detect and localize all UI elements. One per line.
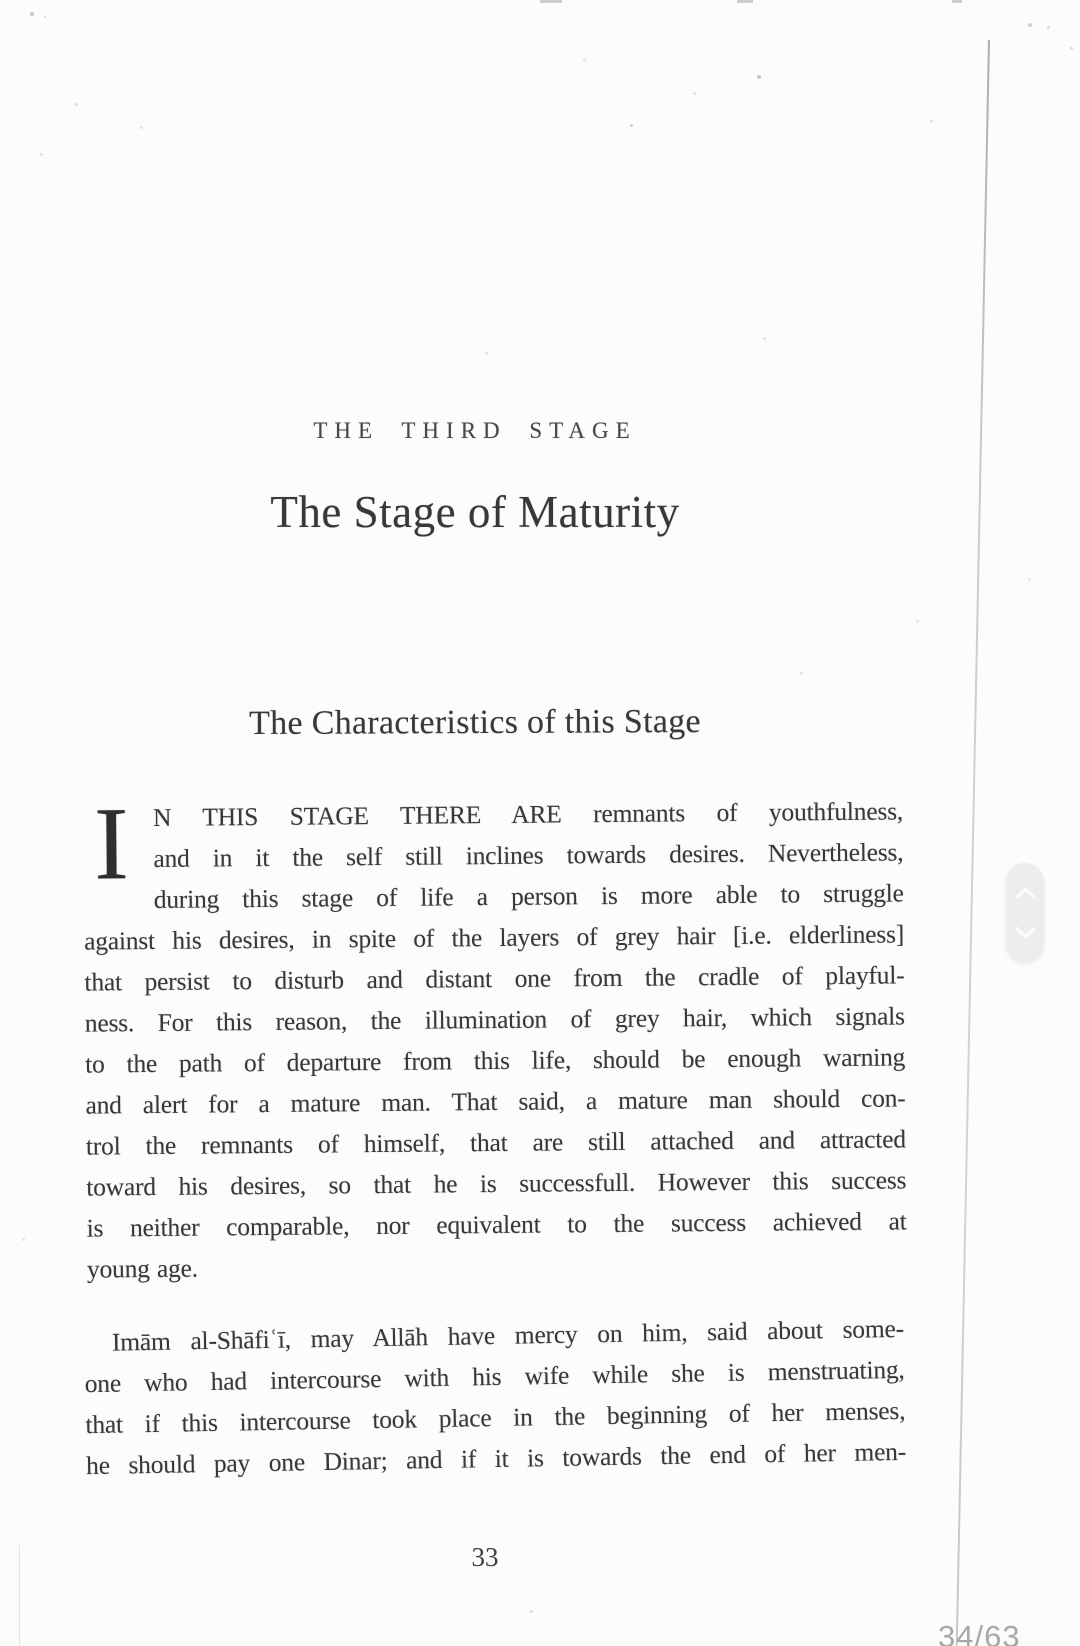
scan-speck: [630, 124, 633, 127]
page-edge-line-left: [19, 1545, 20, 1646]
scan-speck: [22, 1238, 25, 1241]
scan-artifact: [952, 0, 962, 3]
scan-speck: [583, 58, 586, 61]
paragraph-1: [83, 786, 907, 1289]
scan-speck: [916, 620, 919, 623]
chapter-title: The Stage of Maturity: [270, 487, 680, 537]
scan-speck: [800, 672, 803, 675]
page-progress-indicator: 34/63: [938, 1619, 1021, 1646]
scan-speck: [1047, 26, 1050, 29]
chapter-kicker: THE THIRD STAGE: [313, 418, 637, 443]
section-heading: The Characteristics of this Stage: [249, 703, 701, 742]
scan-speck: [1028, 23, 1032, 27]
scan-artifact: [540, 0, 562, 3]
scan-speck: [930, 120, 933, 123]
scan-speck: [485, 352, 488, 355]
page-number: 33: [471, 1542, 499, 1572]
scan-speck: [75, 103, 78, 106]
scan-speck: [693, 92, 696, 95]
scan-speck: [140, 126, 143, 129]
chevron-down-icon[interactable]: [1015, 918, 1036, 939]
scan-speck: [30, 12, 34, 16]
body-line: against his desires, in spite of the layers of grey hair [i.e. elderliness]: [83, 919, 905, 956]
body-line: ness. For this reason, the illumination of grey hair, which signals: [84, 1001, 905, 1038]
body-line: one who had intercourse with his wife while she is menstruating,: [84, 1354, 905, 1399]
scroll-control[interactable]: [1006, 863, 1044, 963]
paragraph-2: [84, 1308, 907, 1486]
scan-speck: [1028, 578, 1031, 581]
body-line: he should pay one Dinar; and if it is towards the end of her men-: [85, 1436, 907, 1481]
scan-speck: [757, 75, 761, 79]
body-line: that if this intercourse took place in the beginning of her menses,: [85, 1395, 906, 1440]
body-line: N THIS STAGE THERE ARE remnants of youthfulness,: [152, 796, 904, 832]
body-line: during this stage of life a person is more able to struggle: [153, 878, 904, 914]
body-line: that persist to disturb and distant one from the cradle of playful-: [84, 960, 905, 997]
drop-cap: I: [93, 786, 129, 902]
body-line: young age.: [86, 1253, 198, 1284]
scan-speck: [1070, 47, 1073, 50]
body-line: is neither comparable, nor equivalent to the success achieved at: [86, 1206, 907, 1243]
scan-speck: [530, 1610, 533, 1613]
body-line: Imām al-Shāfiʿī, may Allāh have mercy on him, said about some-: [111, 1313, 905, 1357]
body-line: and in it the self still inclines towards desires. Nevertheless,: [153, 837, 904, 873]
scan-speck: [40, 153, 43, 156]
body-line: to the path of departure from this life, should be enough warning: [85, 1042, 906, 1079]
chevron-up-icon[interactable]: [1015, 887, 1036, 908]
body-line: and alert for a mature man. That said, a mature man should con-: [85, 1083, 906, 1120]
body-line: trol the remnants of himself, that are still attached and attracted: [85, 1124, 907, 1161]
page-edge-line: [956, 40, 990, 1646]
scan-artifact: [737, 0, 753, 3]
body-line: toward his desires, so that he is successfull. However this success: [86, 1165, 907, 1202]
scan-speck: [44, 16, 46, 18]
scan-speck: [763, 337, 766, 340]
